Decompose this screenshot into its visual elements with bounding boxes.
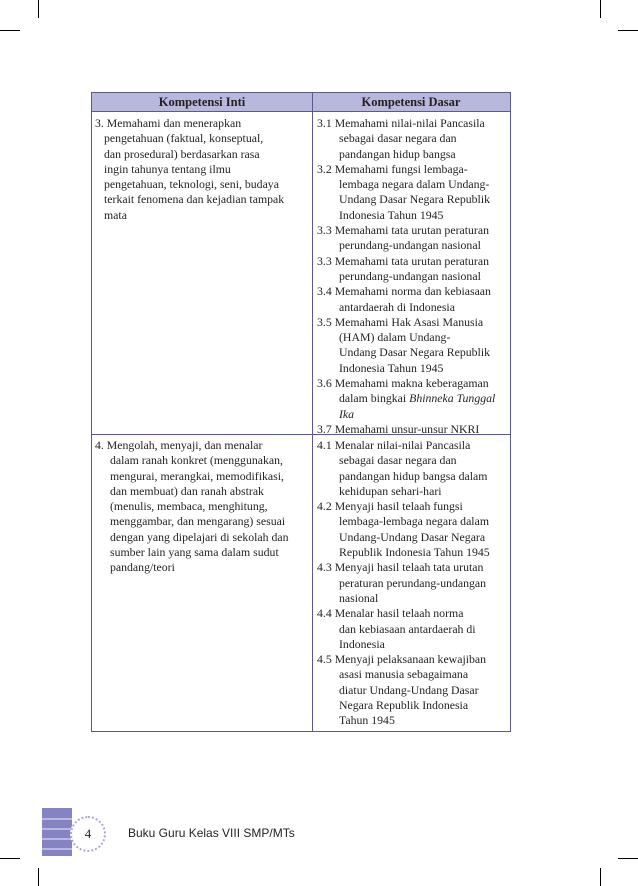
ki-line: 4. Mengolah, menyaji, dan menalar: [95, 438, 263, 452]
kd-line: sebagai dasar negara dan: [339, 131, 457, 146]
kd-line: 4.1 Menalar nilai-nilai Pancasila: [317, 438, 471, 452]
ki-line: dan membuat) dan ranah abstrak: [110, 483, 264, 498]
competency-table: [91, 92, 511, 732]
kd-line: 3.3 Memahami tata urutan peraturan: [317, 253, 489, 268]
kd-line: Republik Indonesia Tahun 1945: [339, 545, 490, 560]
kd-line: perundang-undangan nasional: [339, 238, 481, 253]
row-2-kd: [317, 438, 511, 729]
kd-line: 3.6 Memahami makna keberagaman: [317, 376, 489, 391]
kd-line: Undang Dasar Negara Republik: [339, 345, 491, 360]
kd-line: pandangan hidup bangsa: [339, 146, 456, 161]
table-header: [92, 93, 510, 112]
kd-line: 4.4 Menalar hasil telaah norma: [317, 606, 464, 621]
kd-line: (HAM) dalam Undang-: [339, 330, 451, 345]
ki-line: pengetahuan, teknologi, seni, budaya: [104, 177, 279, 192]
row-2-ki: [95, 438, 309, 576]
kd-line: 3.4 Memahami norma dan kebiasaan: [317, 284, 491, 299]
kd-line: perundang-undangan nasional: [339, 268, 481, 283]
kd-line: Tahun 1945: [339, 713, 395, 728]
kd-line: Indonesia Tahun 1945: [339, 360, 444, 375]
kd-line: sebagai dasar negara dan: [339, 453, 457, 468]
kd-line: 3.5 Memahami Hak Asasi Manusia: [317, 314, 484, 329]
kd-italic-text: Ika: [339, 406, 355, 421]
ki-line: sumber lain yang sama dalam sudut: [110, 545, 279, 560]
footer-stripes: [42, 808, 72, 856]
crop-mark: [38, 0, 39, 18]
kd-line: dan kebiasaan antardaerah di: [339, 621, 476, 636]
crop-mark: [600, 0, 601, 18]
book-title: Buku Guru Kelas VIII SMP/MTs: [128, 826, 295, 840]
kd-line: Negara Republik Indonesia: [339, 698, 469, 713]
column-divider: [312, 93, 313, 731]
kd-line: asasi manusia sebagaimana: [339, 667, 469, 682]
kd-line: [317, 391, 511, 406]
kd-line: 4.3 Menyaji hasil telaah tata urutan: [317, 560, 484, 575]
kd-line: 3.2 Memahami fungsi lembaga-: [317, 161, 468, 176]
kd-line: antardaerah di Indonesia: [339, 299, 455, 314]
header-kompetensi-inti: Kompetensi Inti: [158, 95, 246, 109]
kd-line: peraturan perundang-undangan: [339, 575, 487, 590]
ki-line: menggambar, dan mengarang) sesuai: [110, 514, 286, 529]
crop-mark: [0, 858, 20, 859]
ki-line: 3. Memahami dan menerapkan: [95, 116, 242, 130]
ki-line: dalam ranah konkret (menggunakan,: [110, 453, 283, 468]
kd-line: pandangan hidup bangsa dalam: [339, 468, 488, 483]
kd-line: lembaga-lembaga negara dalam: [339, 514, 490, 529]
kd-line: lembaga negara dalam Undang-: [339, 177, 490, 192]
ki-line: dan prosedural) berdasarkan rasa: [104, 146, 260, 161]
ki-line: pengetahuan (faktual, konseptual,: [104, 131, 264, 146]
kd-line: Indonesia: [339, 636, 385, 651]
row-1-kd: [317, 116, 511, 437]
kd-italic-text: Bhinneka Tunggal: [409, 391, 496, 406]
crop-mark: [0, 30, 20, 31]
kd-line: kehidupan sehari-hari: [339, 483, 442, 498]
ki-line: mata: [104, 207, 127, 222]
crop-mark: [618, 858, 638, 859]
ki-line: terkait fenomena dan kejadian tampak: [104, 192, 285, 207]
kd-line: 4.5 Menyaji pelaksanaan kewajiban: [317, 652, 487, 667]
kd-line: [317, 407, 511, 422]
kd-line: diatur Undang-Undang Dasar: [339, 682, 479, 697]
ki-line: ingin tahunya tentang ilmu: [104, 161, 231, 176]
kd-line: 3.3 Memahami tata urutan peraturan: [317, 223, 489, 238]
ki-line: (menulis, membaca, menghitung,: [110, 499, 268, 514]
kd-text: dalam bingkai: [339, 391, 410, 406]
ki-line: mengurai, merangkai, memodifikasi,: [110, 468, 284, 483]
kd-line: Indonesia Tahun 1945: [339, 207, 444, 222]
crop-mark: [38, 868, 39, 886]
kd-line: Undang Dasar Negara Republik: [339, 192, 491, 207]
kd-line: 3.1 Memahami nilai-nilai Pancasila: [317, 116, 485, 130]
ki-line: dengan yang dipelajari di sekolah dan: [110, 529, 289, 544]
row-1-ki: [95, 116, 309, 223]
crop-mark: [600, 868, 601, 886]
kd-line: 3.7 Memahami unsur-unsur NKRI: [317, 421, 480, 436]
kd-line: Undang-Undang Dasar Negara: [339, 529, 486, 544]
kd-line: nasional: [339, 590, 379, 605]
header-kompetensi-dasar: Kompetensi Dasar: [361, 95, 461, 109]
kd-line: 4.2 Menyaji hasil telaah fungsi: [317, 499, 463, 514]
crop-mark: [618, 30, 638, 31]
ki-line: pandang/teori: [110, 560, 175, 575]
page-number: 4: [70, 816, 106, 852]
